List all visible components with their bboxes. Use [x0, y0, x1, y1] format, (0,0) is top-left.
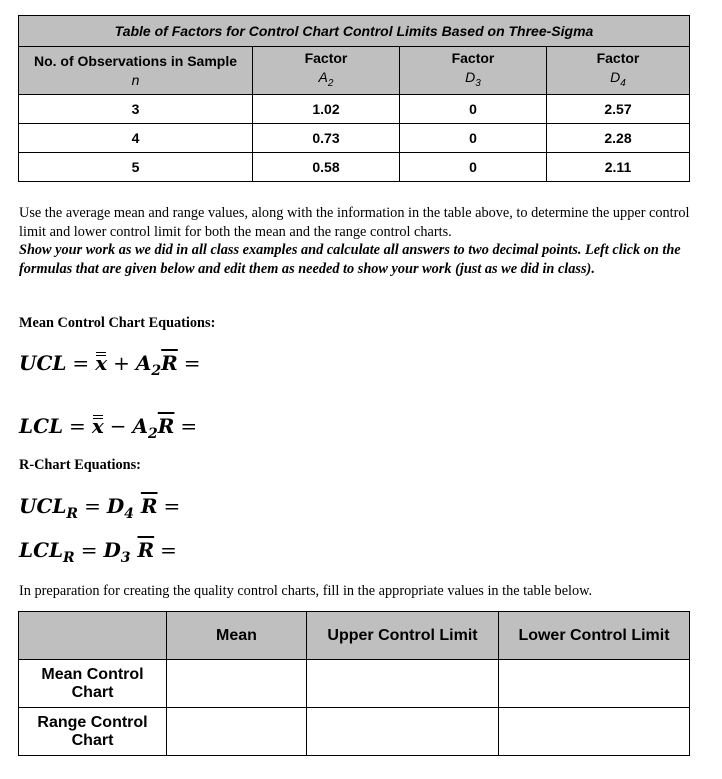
table-cell: 5	[19, 153, 253, 182]
table-row	[19, 708, 690, 756]
header-d3-symbol: $D_3$	[465, 68, 481, 89]
ucl-equation[interactable]: UCL = $x + A_2\overline{R}$ =	[19, 351, 201, 379]
mean-chart-ucl-cell[interactable]	[307, 660, 499, 708]
table-cell: 2.11	[547, 153, 690, 182]
table-cell: 0	[400, 95, 547, 124]
range-chart-ucl-cell[interactable]	[307, 708, 499, 756]
table-cell: 0	[400, 124, 547, 153]
table-row	[19, 124, 690, 153]
r-chart-equations-heading: R-Chart Equations:	[19, 457, 141, 473]
answer-table	[18, 611, 690, 756]
table-cell: 2.28	[547, 124, 690, 153]
factors-table-title: Table of Factors for Control Chart Control Limits Based on Three-Sigma	[19, 16, 690, 47]
header-d4-label: Factor	[596, 49, 640, 66]
answer-header-mean: Mean	[167, 612, 307, 660]
lcl-r-equation[interactable]: $LCL_R = D_3$ $\overline{R}$ =	[19, 538, 177, 566]
header-d4	[547, 47, 690, 95]
header-observations-symbol: n	[131, 71, 140, 88]
header-a2-label: Factor	[304, 49, 348, 66]
lcl-equation[interactable]: LCL = $x - A_2\overline{R}$ =	[19, 414, 198, 442]
answer-header-ucl: Upper Control Limit	[307, 612, 499, 660]
header-d4-symbol: $D_4$	[610, 68, 626, 89]
ucl-r-equation[interactable]: $UCL_R = D_4$ $\overline{R}$ =	[19, 494, 181, 522]
mean-chart-mean-cell[interactable]	[167, 660, 307, 708]
row-label-range-chart: Range Control Chart	[19, 708, 167, 756]
table-cell: 3	[19, 95, 253, 124]
instruction-paragraph: Use the average mean and range values, along with the information in the table above, to determine the upper control limit and lower control limit for both the mean and the range control charts.	[19, 205, 690, 240]
mean-equations-heading: Mean Control Chart Equations:	[19, 315, 216, 331]
table-cell: 0.73	[253, 124, 400, 153]
header-d3-label: Factor	[451, 49, 495, 66]
header-observations	[19, 47, 253, 95]
table-cell: 1.02	[253, 95, 400, 124]
mean-chart-lcl-cell[interactable]	[499, 660, 690, 708]
work-instruction-paragraph: Show your work as we did in all class examples and calculate all answers to two decimal points. Left click on the formulas that are given below and edit them as needed to show your work (just as we did in class).	[19, 242, 681, 277]
row-label-mean-chart: Mean Control Chart	[19, 660, 167, 708]
header-d3	[400, 47, 547, 95]
header-observations-label: No. of Observations in Sample	[33, 52, 238, 69]
table-cell: 2.57	[547, 95, 690, 124]
range-chart-mean-cell[interactable]	[167, 708, 307, 756]
header-a2-symbol: $A_2$	[318, 68, 334, 89]
table-cell: 4	[19, 124, 253, 153]
answer-header-blank	[19, 612, 167, 660]
answer-header-lcl: Lower Control Limit	[499, 612, 690, 660]
fill-in-instruction: In preparation for creating the quality control charts, fill in the appropriate values in the table below.	[19, 583, 593, 599]
table-cell: 0	[400, 153, 547, 182]
table-row	[19, 95, 690, 124]
table-row	[19, 153, 690, 182]
table-row	[19, 660, 690, 708]
factors-table	[18, 15, 690, 182]
range-chart-lcl-cell[interactable]	[499, 708, 690, 756]
table-cell: 0.58	[253, 153, 400, 182]
header-a2	[253, 47, 400, 95]
